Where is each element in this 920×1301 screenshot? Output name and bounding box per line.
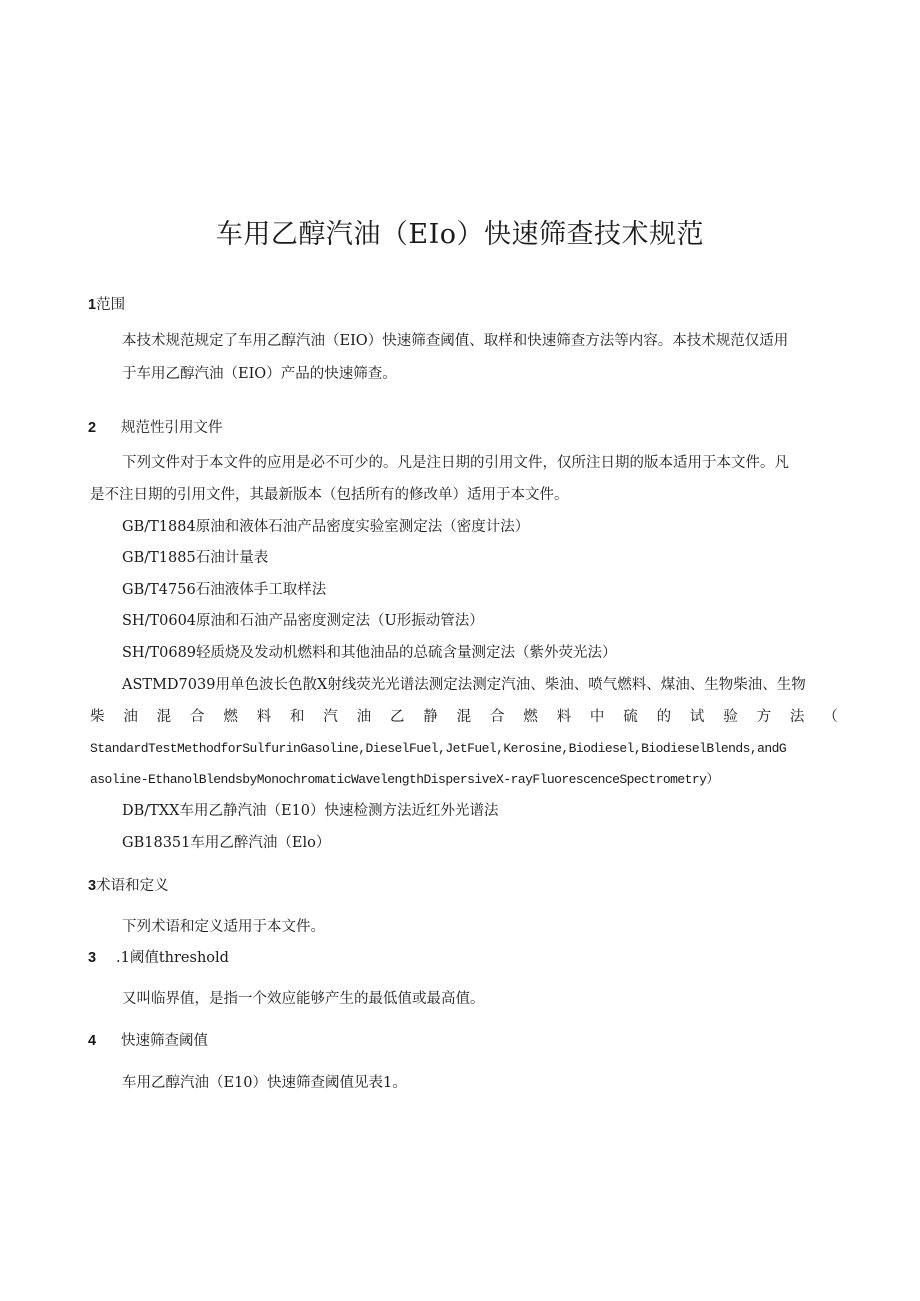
astm-english-title-line-1: StandardTestMethodforSulfurinGasoline,DieselFuel,JetFuel,Kerosine,Biodiesel,BiodieselBlends,andG bbox=[90, 741, 787, 756]
section-2-heading bbox=[88, 418, 223, 438]
astm-char: 和 bbox=[289, 709, 305, 725]
astm-char: 合 bbox=[189, 709, 205, 725]
astm-char: 料 bbox=[256, 709, 272, 725]
section-3-heading bbox=[88, 876, 169, 896]
reference-item: GB/T4756石油液体手工取样法 bbox=[122, 582, 327, 598]
astm-char: 静 bbox=[423, 709, 438, 725]
astm-char: 料 bbox=[556, 709, 572, 725]
astm-char: 燃 bbox=[523, 709, 538, 725]
section-4-heading bbox=[88, 1031, 208, 1051]
astm-char: 柴 bbox=[90, 709, 105, 725]
section-1-title: 范围 bbox=[96, 297, 126, 313]
section-2-paragraph-line-1: 下列文件对于本文件的应用是必不可少的。凡是注日期的引用文件，仅所注日期的版本适用于本文件。凡 bbox=[122, 455, 789, 471]
astm-char: 汽 bbox=[323, 709, 338, 725]
reference-item: GB/T1885石油计量表 bbox=[122, 550, 269, 566]
subsection-3-1-heading bbox=[88, 948, 229, 968]
astm-english-title-line-2: asoline-EthanolBlendsbyMonochromaticWavelengthDispersiveX-rayFluorescenceSpectrometry） bbox=[90, 772, 719, 787]
subsection-3-1-number: 3 bbox=[88, 950, 97, 966]
section-3-number: 3 bbox=[88, 878, 97, 894]
section-1-paragraph-line-1: 本技术规范规定了车用乙醇汽油（EIO）快速筛查阈值、取样和快速筛查方法等内容。本技术规范仅适用 bbox=[122, 333, 789, 349]
section-2-title: 规范性引用文件 bbox=[121, 420, 223, 436]
reference-item: GB/T1884原油和液体石油产品密度实验室测定法（密度计法） bbox=[122, 519, 530, 535]
reference-item-db: DB/TXX车用乙静汽油（E10）快速检测方法近红外光谱法 bbox=[122, 803, 499, 819]
section-2-paragraph-line-2: 是不注日期的引用文件，其最新版本（包括所有的修改单）适用于本文件。 bbox=[90, 487, 569, 503]
section-1-number: 1 bbox=[88, 297, 97, 313]
astm-char: 试 bbox=[689, 709, 705, 725]
section-4-title: 快速筛查阈值 bbox=[121, 1033, 208, 1049]
section-1-paragraph-line-2: 于车用乙醇汽油（EIO）产品的快速筛查。 bbox=[122, 366, 397, 382]
astm-char: 燃 bbox=[223, 709, 238, 725]
astm-chinese-title-line bbox=[90, 707, 838, 727]
astm-char: 方 bbox=[756, 709, 772, 725]
reference-item-astm: ΑSTMD7039用单色波长色散X射线荧光光谱法测定法测定汽油、柴油、喷气燃料、煤油、生物柴油、生物 bbox=[122, 677, 806, 693]
astm-char: 混 bbox=[456, 709, 472, 725]
section-4-number: 4 bbox=[88, 1033, 97, 1049]
section-3-paragraph: 下列术语和定义适用于本文件。 bbox=[122, 919, 325, 935]
astm-char: 法 bbox=[789, 709, 805, 725]
section-4-paragraph: 车用乙醇汽油（E10）快速筛查阈值见表1。 bbox=[122, 1075, 407, 1091]
reference-item: SH/T0689轻质烧及发动机燃料和其他油品的总硫含量测定法（紫外荧光法） bbox=[122, 645, 617, 661]
astm-char: 油 bbox=[356, 709, 372, 725]
section-1-heading bbox=[88, 295, 125, 315]
astm-char: 乙 bbox=[389, 709, 405, 725]
astm-char: 验 bbox=[723, 709, 738, 725]
astm-char: 中 bbox=[589, 709, 605, 725]
section-2-number: 2 bbox=[88, 420, 97, 436]
astm-char: 的 bbox=[656, 709, 672, 725]
astm-char: 合 bbox=[489, 709, 505, 725]
astm-char: （ bbox=[823, 709, 838, 725]
astm-char: 混 bbox=[156, 709, 172, 725]
document-title: 车用乙醇汽油（EIo）快速筛查技术规范 bbox=[215, 219, 705, 250]
subsection-3-1-label: .1阈值threshold bbox=[116, 950, 229, 966]
reference-item: SH/T0604原油和石油产品密度测定法（U形振动管法） bbox=[122, 613, 484, 629]
astm-char: 硫 bbox=[623, 709, 638, 725]
astm-char: 油 bbox=[123, 709, 138, 725]
section-3-title: 术语和定义 bbox=[96, 878, 169, 894]
subsection-3-1-paragraph: 又叫临界值，是指一个效应能够产生的最低值或最高值。 bbox=[122, 991, 485, 1007]
reference-item-gb: GB18351车用乙醉汽油（Elo） bbox=[122, 835, 331, 851]
